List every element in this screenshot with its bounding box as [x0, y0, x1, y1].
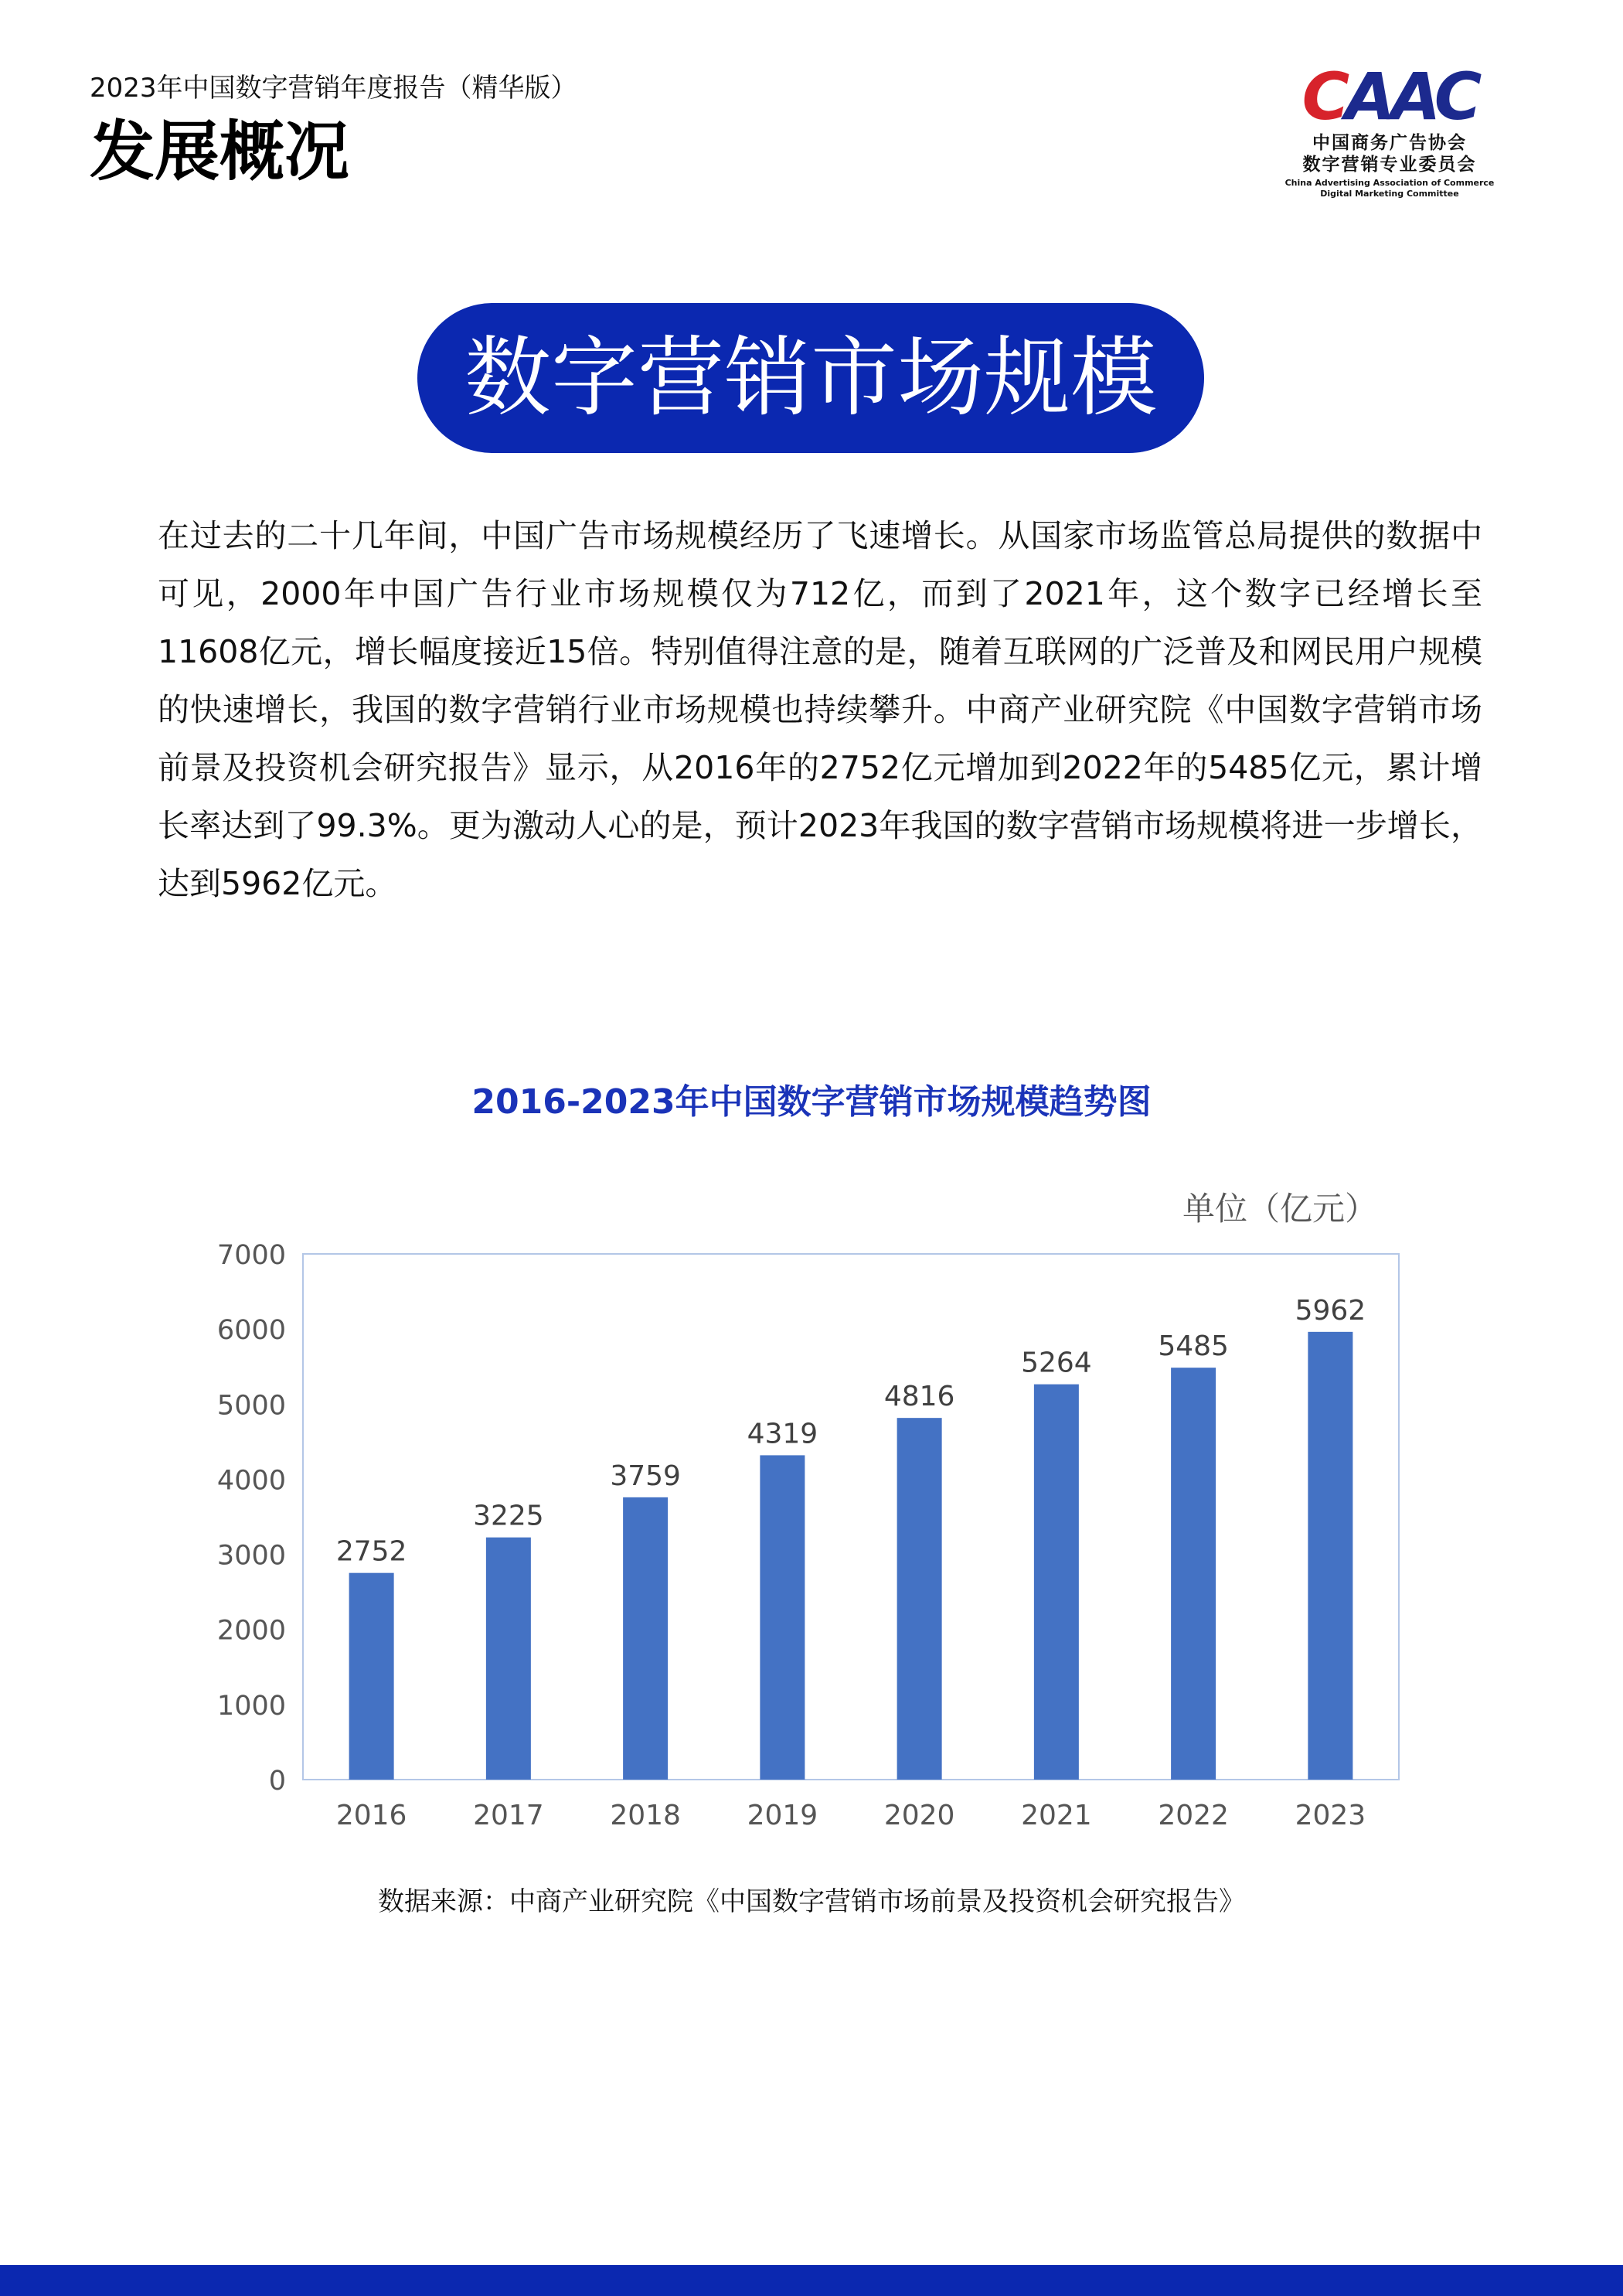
bar-value-label: 5962: [1295, 1294, 1366, 1327]
chart-unit-label: 单位（亿元）: [1182, 1190, 1378, 1228]
bar: [1034, 1385, 1079, 1780]
bar: [760, 1455, 805, 1780]
y-tick-label: 5000: [216, 1390, 286, 1422]
logo-org-name-en-line2: Digital Marketing Committee: [1320, 189, 1459, 199]
bar: [349, 1573, 394, 1780]
logo-org-name-cn-line1: 中国商务广告协会: [1312, 133, 1467, 153]
report-title: 2023年中国数字营销年度报告（精华版）: [90, 73, 577, 104]
y-tick-label: 7000: [216, 1240, 286, 1271]
y-tick-label: 1000: [216, 1690, 286, 1722]
footer-bar: [0, 2265, 1623, 2296]
y-tick-label: 6000: [216, 1315, 286, 1347]
x-tick-label: 2023: [1295, 1800, 1366, 1831]
bar-value-label: 5485: [1158, 1330, 1229, 1363]
x-tick-label: 2022: [1158, 1800, 1229, 1831]
bar: [897, 1418, 942, 1780]
logo-org-name-en-line1: China Advertising Association of Commerce: [1284, 178, 1495, 188]
y-tick-label: 4000: [216, 1465, 286, 1497]
x-tick-label: 2017: [473, 1800, 544, 1831]
logo-org-name-cn-line2: 数字营销专业委员会: [1302, 155, 1477, 175]
bar: [1308, 1332, 1352, 1780]
section-heading: 发展概况: [90, 114, 350, 189]
bar-value-label: 4319: [747, 1418, 818, 1450]
caac-logo-wordmark: CAAC: [1301, 60, 1478, 131]
bar-value-label: 5264: [1021, 1347, 1092, 1379]
chart-source: 数据来源：中商产业研究院《中国数字营销市场前景及投资机会研究报告》: [378, 1886, 1245, 1917]
bar-value-label: 3759: [610, 1460, 681, 1492]
bar: [623, 1497, 668, 1780]
bar-value-label: 4816: [883, 1381, 955, 1413]
y-tick-label: 0: [268, 1766, 286, 1797]
plot-area-border: [303, 1254, 1399, 1780]
bar-value-label: 2752: [335, 1535, 407, 1568]
bar-value-label: 3225: [473, 1500, 544, 1532]
chart-title: 2016-2023年中国数字营销市场规模趋势图: [471, 1082, 1152, 1122]
section-title: 数字营销市场规模: [464, 328, 1157, 428]
x-tick-label: 2021: [1021, 1800, 1092, 1831]
y-tick-label: 3000: [216, 1540, 286, 1572]
x-tick-label: 2019: [747, 1800, 818, 1831]
bar: [1171, 1368, 1216, 1780]
bar: [486, 1538, 531, 1780]
y-tick-label: 2000: [216, 1615, 286, 1647]
x-tick-label: 2018: [610, 1800, 681, 1831]
x-tick-label: 2016: [335, 1800, 407, 1831]
x-tick-label: 2020: [883, 1800, 955, 1831]
body-paragraph: 在过去的二十几年间，中国广告市场规模经历了飞速增长。从国家市场监管总局提供的数据中可见，2000年中国广告行业市场规模仅为712亿，而到了2021年，这个数字已经增长至11608亿元，增长幅度接近15倍。特别值得注意的是，随着互联网的广泛普及和网民用户规模的快速增长，我国的数字营销行业市场规模也持续攀升。中商产业研究院《中国数字营销市场前景及投资机会研究报告》显示，从2016年的2752亿元增加到2022年的5485亿元，累计增长率达到了99.3%。更为激动人心的是，预计2023年我国的数字营销市场规模将进一步增长，达到5962亿元。: [158, 517, 1482, 902]
